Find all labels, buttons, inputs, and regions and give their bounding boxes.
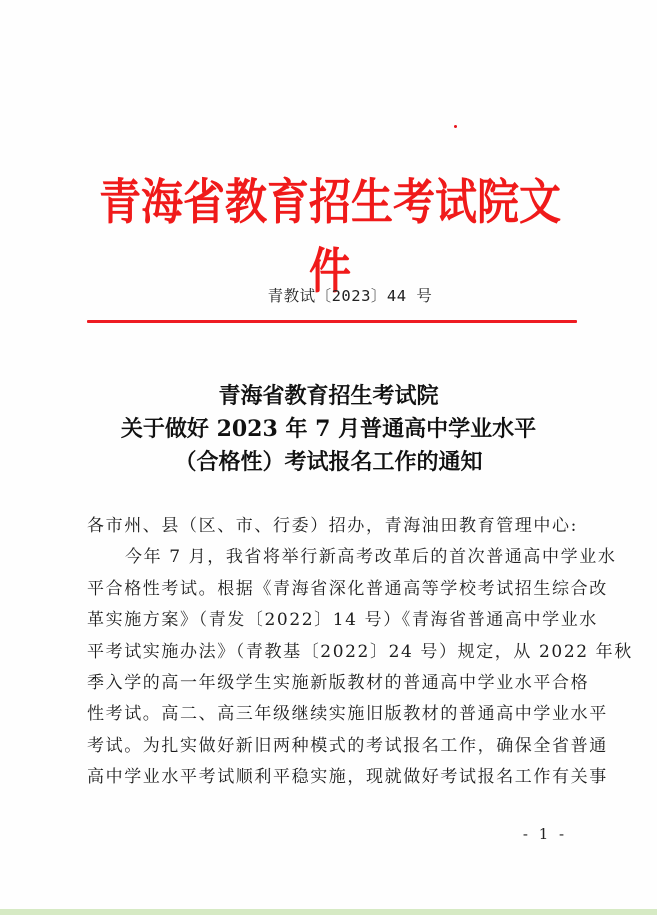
red-dot-mark — [454, 125, 457, 128]
body-line: 今年 7 月，我省将举行新高考改革后的首次普通高中学业水 — [125, 547, 617, 568]
title-line: （合格性）考试报名工作的通知 — [174, 449, 483, 475]
bottom-green-strip — [0, 909, 657, 915]
body-line: 季入学的高一年级学生实施新版教材的普通高中学业水平合格 — [87, 672, 590, 693]
red-divider-rule — [87, 320, 577, 323]
body-line: 平合格性考试。根据《青海省深化普通高等学校考试招生综合改 — [87, 578, 608, 599]
body-line: 高中学业水平考试顺利平稳实施，现就做好考试报名工作有关事 — [87, 767, 608, 788]
page-number: - 1 - — [522, 825, 568, 843]
document-number: 青教试〔2023〕44 号 — [267, 287, 433, 305]
body-line: 考试。为扎实做好新旧两种模式的考试报名工作，确保全省普通 — [87, 735, 608, 756]
body-line: 革实施方案》（青发〔2022〕14 号）《青海省普通高中学业水 — [87, 610, 598, 631]
body-text — [87, 511, 633, 794]
title-line: 关于做好 2023 年 7 月普通高中学业水平 — [120, 416, 537, 442]
body-line: 平考试实施办法》（青教基〔2022〕24 号）规定，从 2022 年秋 — [87, 641, 633, 662]
masthead-title: 青海省教育招生考试院文件 — [98, 173, 561, 300]
notice-title — [60, 380, 597, 479]
body-line: 性考试。高二、高三年级继续实施旧版教材的普通高中学业水平 — [87, 704, 608, 725]
salutation-line: 各市州、县（区、市、行委）招办，青海油田教育管理中心: — [87, 516, 578, 536]
title-line: 青海省教育招生考试院 — [218, 383, 439, 409]
